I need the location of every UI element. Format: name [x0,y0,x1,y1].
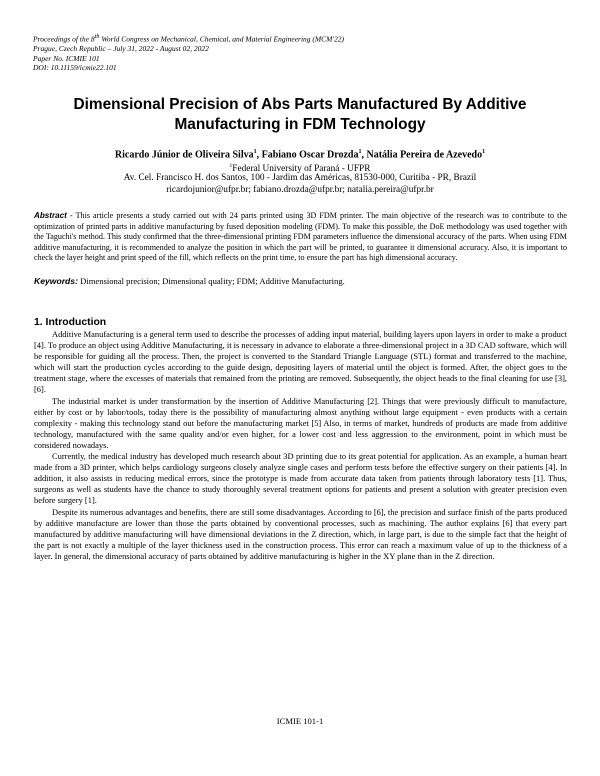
paragraph: Additive Manufacturing is a general term used to describe the processes of adding input material, building layers upon layers in order to make a product [4]. To produce an object using Additive Manufacturing, it is necessary in advance to elaborate a three-dimensional project in a 3D CAD software, which will be responsible for guiding all the process. Then, the project is converted to the Standard Triangle Language (STL) format and transferred to the machine, which will start the production cycles according to the guide design, depositing layers of material until the object is formed. After, the object goes to the treatment stage, where the excesses of materials that remained from the printing are removed. Subsequently, the object heads to the final cleaning for use [3],[6]. [34,329,567,395]
author-list: Ricardo Júnior de Oliveira Silva$^1$, Fabiano Oscar Drozda$^1$, Natália Pereira de Azevedo$^1$ [114,149,486,161]
proceedings-header [33,32,553,73]
page-footer: ICMIE 101-1 [276,716,324,726]
proceedings-line: Proceedings of the 8th World Congress on Mechanical, Chemical, and Material Engineering (MCM'22) [33,33,345,44]
section-body [34,329,567,562]
paragraph: The industrial market is under transformation by the insertion of Additive Manufacturing [2]. Things that were previously difficult to manufacture, either by cost or by labor/tools, today there is the possibility of manufacturing almost anything without large equipment - even products with a certain complexity - making this technology stand out before the manufacturing market [5] Also, in terms of market, hundreds of products are made from additive technology, manufactured with the same quality and/or even higher, for a lower cost and less aggression to the environment, point in which must be considered nowadays. [34,395,567,450]
keywords: Keywords: Dimensional precision; Dimensional quality; FDM; Additive Manufacturing. [34,276,345,286]
affiliation-university: $^1$Federal University of Paraná - UFPR [229,163,371,175]
abstract-text: - This article presents a study carried out with 24 parts printed using 3D FDM printer. The main objective of the research was to contribute to the optimization of printed parts in additive manufacturing by fused deposition modeling (FDM). To make this possible, the DoE methodology was used together with the Taguchi's method. This study confirmed that the three-dimensional printing FDM parameters influence the dimensional accuracy of the parts. When using FDM additive manufacturing, it is recommended to analyze the position in which the part will be printed, to guarantee it dimensional accuracy. Also, it is important to check the layer height and print speed of the fill, which reflects on the print time, to ensure the part has high dimensional accuracy. [34,211,567,262]
author-name: Ricardo Júnior de Oliveira Silva [114,149,254,161]
paper-title: Dimensional Precision of Abs Parts Manufactured By Additive Manufacturing in FDM Technology [73,96,527,133]
author-name: Natália Pereira de Azevedo [366,149,483,161]
abstract-label: Abstract [34,211,67,220]
paragraph: Despite its numerous advantages and benefits, there are still some disadvantages. According to [6], the precision and surface finish of the parts produced by additive manufacture are lower than those the parts obtained by conventional processes, such as machining. The author explains [6] that every part manufactured by additive manufacturing will have dimensional deviations in the Z direction, which, in large part, is due to the simple fact that the height of the part is not exactly a multiple of the layer thickness used in the construction process. This error can reach a maximum value of up to the thickness of a layer. In general, the dimensional accuracy of parts obtained by additive manufacturing is higher in the XY plane than in the Z direction. [34,506,567,561]
affiliation-address: Av. Cel. Francisco H. dos Santos, 100 - Jardim das Américas, 81530-000, Curitiba - PR, Brazil [123,173,477,183]
section-heading: 1. Introduction [34,317,107,328]
paper-number: Paper No. ICMIE 101 [33,53,100,63]
doi: DOI: 10.11159/icmie22.101 [33,63,117,73]
abstract [34,211,567,264]
author-name: Fabiano Oscar Drozda [261,149,359,161]
author-emails: ricardojunior@ufpr.br; fabiano.drozda@ufpr.br; natalia.pereira@ufpr.br [166,185,434,195]
keywords-text: Dimensional precision; Dimensional quality; FDM; Additive Manufacturing. [77,276,345,286]
paragraph: Currently, the medical industry has developed much research about 3D printing due to its great potential for application. As an example, a human heart made from a 3D printer, which helps cardiology surgeons closely analyze single cases and perform tests before the effective surgery on their patients [4]. In addition, it also assists in reducing medical errors, since the prototype is made from accurate data taken from patients through laboratory tests [1]. Thus, surgeons as well as students have the chance to study thoroughly several treatment options for patients and present a solution with greater precision even before surgery [1]. [34,451,567,506]
keywords-label: Keywords [34,276,76,286]
conference-location-dates: Prague, Czech Republic – July 31, 2022 - August 02, 2022 [33,44,209,54]
